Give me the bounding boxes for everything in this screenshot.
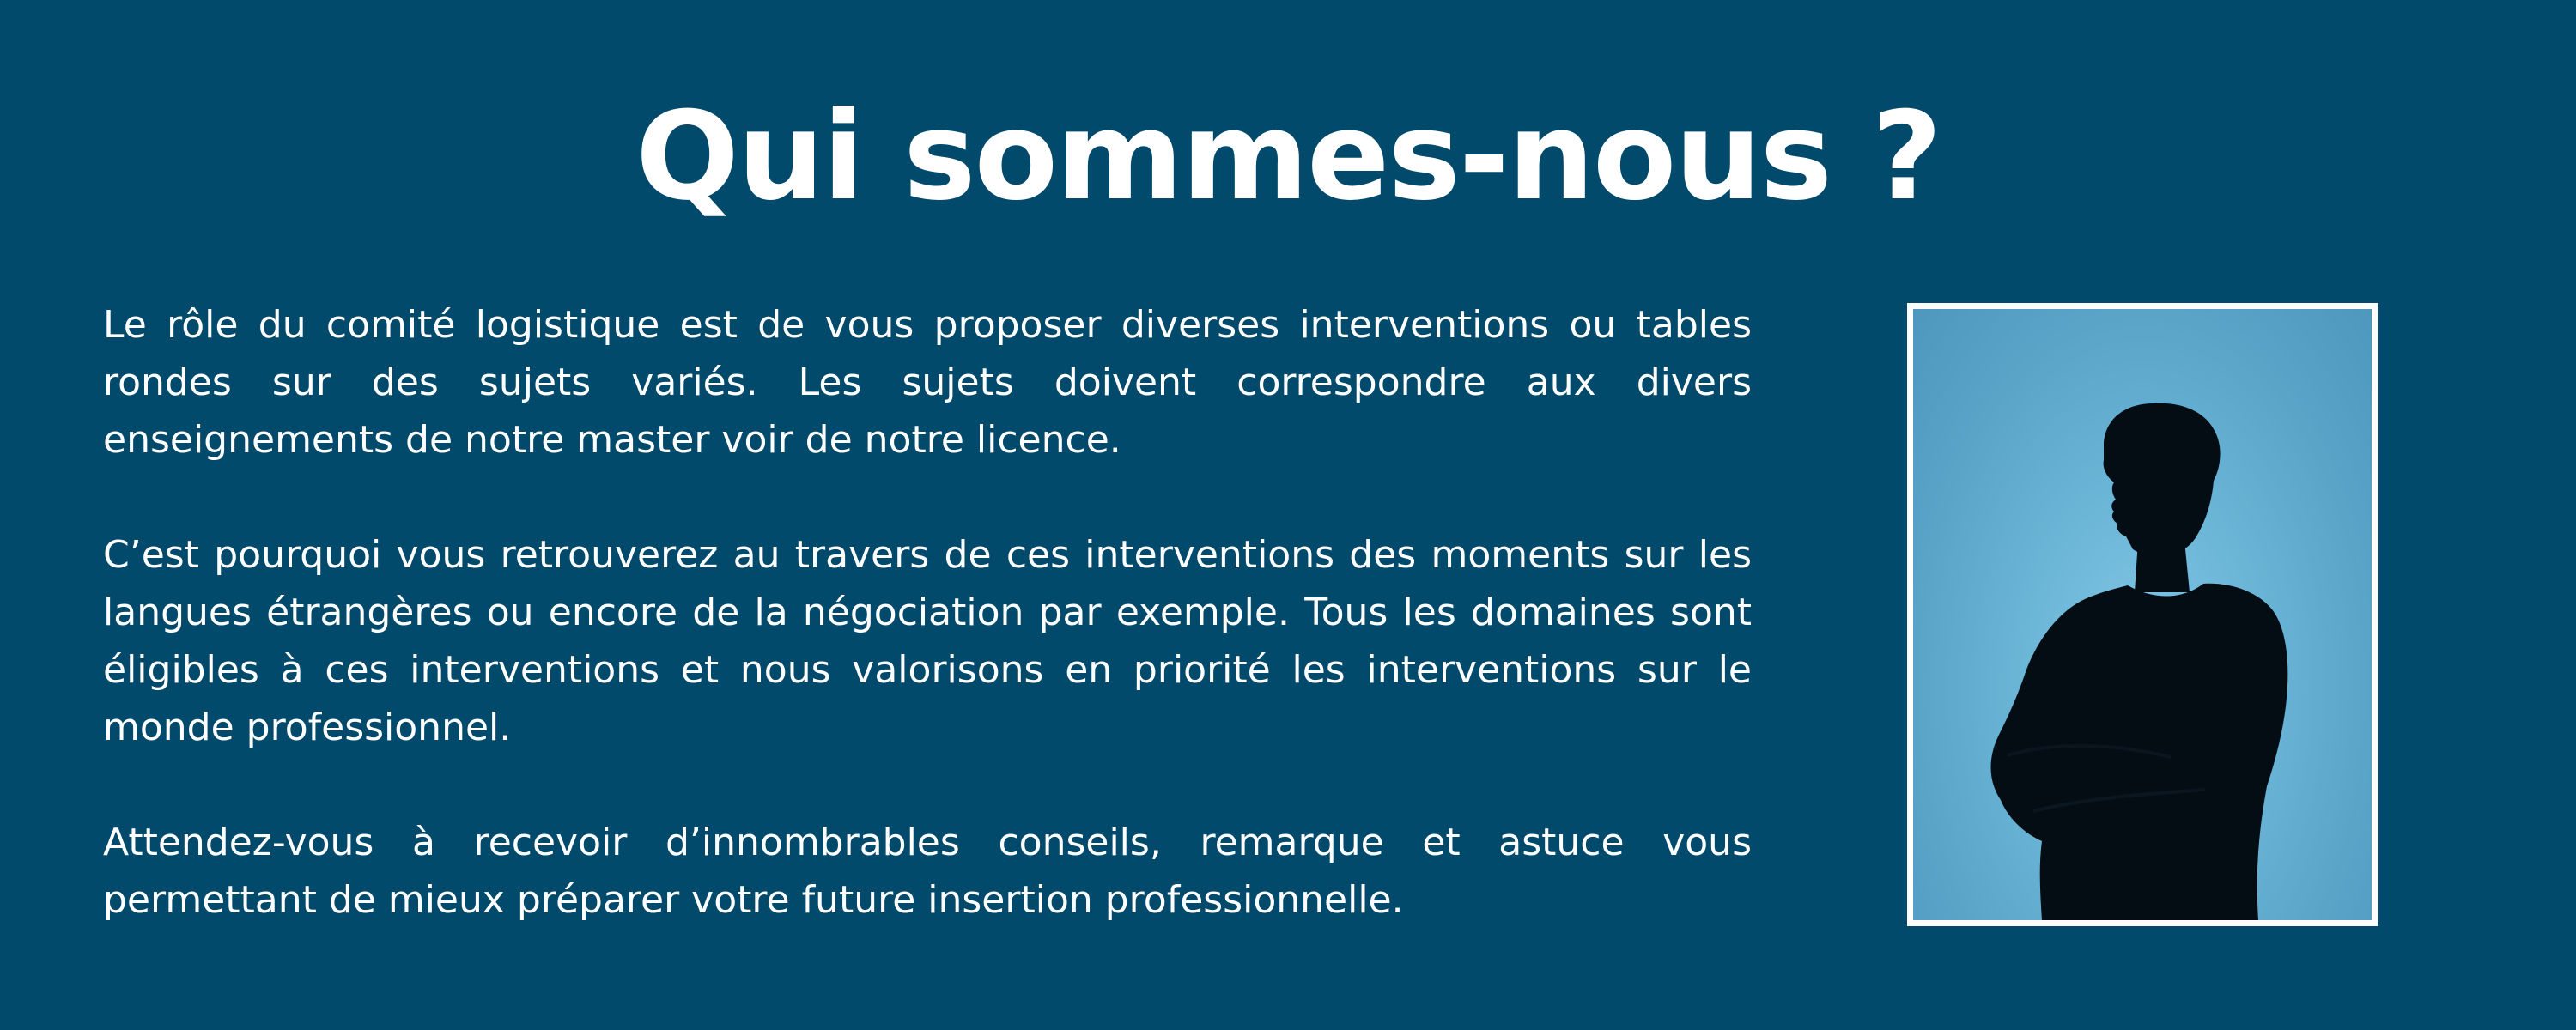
- intro-text: [103, 296, 1752, 929]
- paragraph-role: Le rôle du comité logistique est de vous proposer diverses interventions ou tables rondes sur des sujets variés. Les sujets doivent correspondre aux divers enseignements de notre master voir de notre licence.: [103, 303, 1752, 462]
- silhouette-photo: [1907, 303, 2378, 926]
- person-silhouette-icon: [1913, 309, 2372, 920]
- paragraph-interventions: C’est pourquoi vous retrouverez au travers de ces interventions des moments sur les langues étrangères ou encore de la négociation par exemple. Tous les domaines sont éligibles à ces interventions et nous valorisons en priorité les interventions sur le monde professionnel.: [103, 533, 1752, 749]
- page-title: Qui sommes-nous ?: [635, 86, 1941, 227]
- paragraph-advice: Attendez-vous à recevoir d’innombrables conseils, remarque et astuce vous permettant de mieux préparer votre future insertion professionnelle.: [103, 821, 1752, 922]
